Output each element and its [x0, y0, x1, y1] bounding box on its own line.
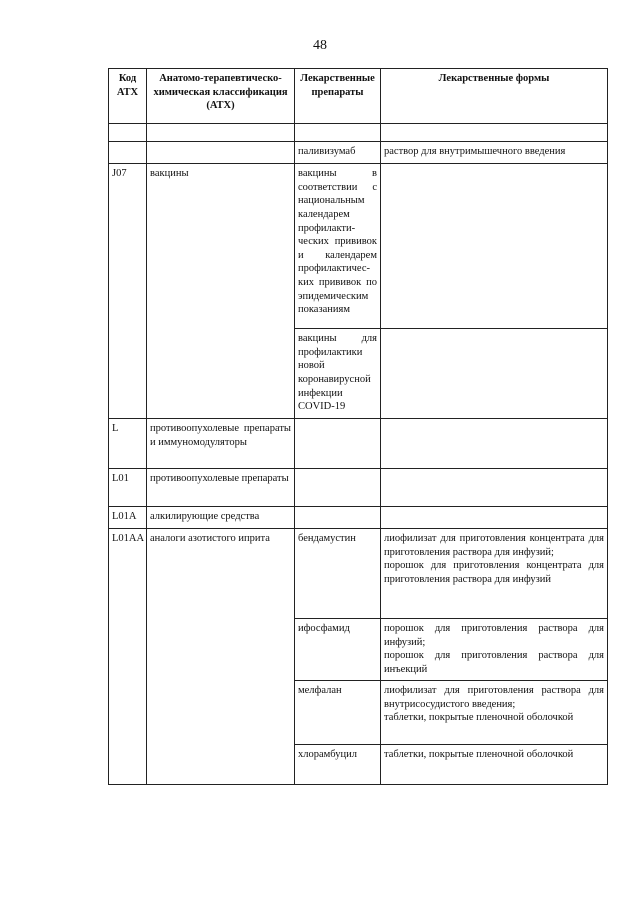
drug-cell: бендамустин: [295, 529, 381, 619]
header-classification: Анатомо-терапевтическо-химическая классификация (АТХ): [147, 69, 295, 124]
page-number: 48: [313, 38, 327, 53]
code-cell: L01A: [109, 507, 147, 529]
empty-cell: [147, 124, 295, 142]
drug-cell: хлорамбуцил: [295, 745, 381, 785]
drug-cell: ифосфамид: [295, 619, 381, 681]
form-cell: [381, 507, 608, 529]
spacer-row: [109, 124, 608, 142]
drug-cell: [295, 469, 381, 507]
drug-cell: вакцины в соответствии с национальным календарем профилакти-ческих прививок и календарем профилактичес-ких прививок по эпидемическим показаниям: [295, 164, 381, 329]
drug-cell: [295, 419, 381, 469]
header-drugs: Лекарственные препараты: [295, 69, 381, 124]
drug-cell: мелфалан: [295, 681, 381, 745]
drug-cell: [295, 507, 381, 529]
form-cell: [381, 681, 608, 745]
class-cell: аналоги азотистого иприта: [147, 529, 295, 785]
form-entry: лиофилизат для приготовления концентрата для приготовления раствора для инфузий;: [384, 533, 604, 558]
empty-cell: [295, 124, 381, 142]
class-cell: [147, 142, 295, 164]
empty-cell: [381, 124, 608, 142]
table-row: [109, 164, 608, 329]
code-cell: L: [109, 419, 147, 469]
code-cell: [109, 142, 147, 164]
class-cell: противоопухолевые препараты: [147, 469, 295, 507]
form-entry: порошок для приготовления раствора для инфузий;: [384, 623, 604, 648]
table-row: [109, 419, 608, 469]
class-cell: противоопухолевые препараты и иммуномодуляторы: [147, 419, 295, 469]
table-row: [109, 529, 608, 619]
empty-cell: [109, 124, 147, 142]
form-cell: [381, 619, 608, 681]
drug-cell: паливизумаб: [295, 142, 381, 164]
drug-cell: вакцины для профилактики новой коронавирусной инфекции COVID-19: [295, 329, 381, 419]
table-row: [109, 142, 608, 164]
form-entry: лиофилизат для приготовления раствора для внутрисосудистого введения;: [384, 685, 604, 710]
table-header-row: [109, 69, 608, 124]
form-cell: [381, 469, 608, 507]
form-cell: раствор для внутримышечного введения: [381, 142, 608, 164]
code-cell: L01AA: [109, 529, 147, 785]
form-entry: таблетки, покрытые пленочной оболочкой: [384, 712, 574, 724]
form-cell: [381, 745, 608, 785]
header-code: Код АТХ: [109, 69, 147, 124]
code-cell: J07: [109, 164, 147, 419]
header-forms: Лекарственные формы: [381, 69, 608, 124]
drug-table: [108, 68, 608, 785]
form-cell: [381, 529, 608, 619]
form-entry: таблетки, покрытые пленочной оболочкой: [384, 749, 574, 760]
form-cell: [381, 419, 608, 469]
table-row: [109, 507, 608, 529]
form-cell: [381, 164, 608, 329]
class-cell: алкилирующие средства: [147, 507, 295, 529]
table-row: [109, 469, 608, 507]
form-cell: [381, 329, 608, 419]
form-entry: порошок для приготовления концентрата для приготовления раствора для инфузий: [384, 560, 604, 585]
class-cell: вакцины: [147, 164, 295, 419]
code-cell: L01: [109, 469, 147, 507]
form-entry: порошок для приготовления раствора для инъекций: [384, 650, 604, 675]
